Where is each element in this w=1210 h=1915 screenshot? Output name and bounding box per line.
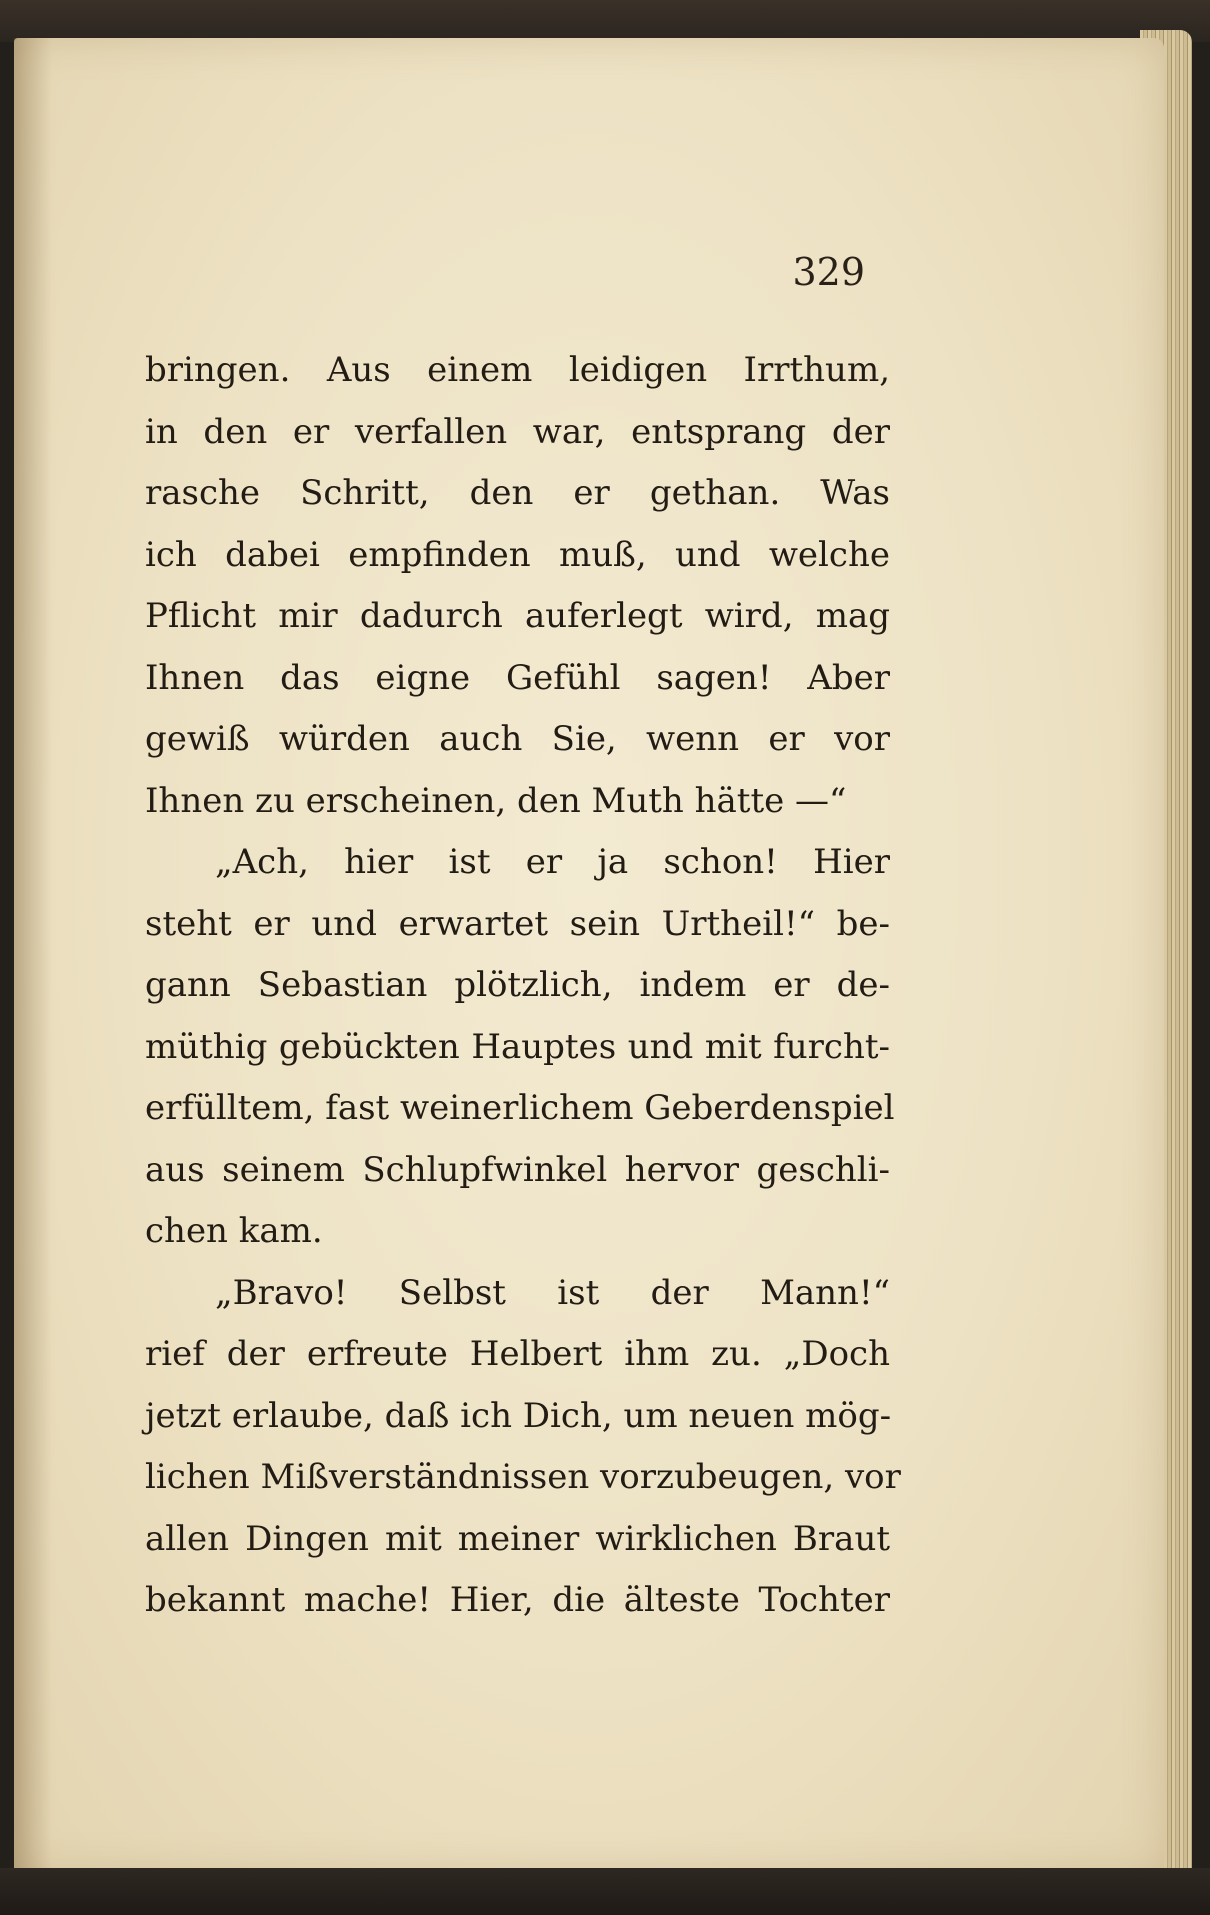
text-line: gewiß würden auch Sie, wenn er vor [145, 719, 890, 759]
page-number: 329 [792, 250, 865, 294]
text-line: allen Dingen mit meiner wirklichen Braut [145, 1518, 890, 1559]
text-line: jetzt erlaube, daß ich Dich, um neuen mög- [145, 1395, 892, 1436]
text-line: in den er verfallen war, entsprang der [145, 411, 890, 452]
text-line: rasche Schritt, den er gethan. Was [145, 473, 890, 513]
text-line: bringen. Aus einem leidigen Irrthum, [145, 350, 890, 390]
text-line: „Bravo! Selbst ist der Mann!“ [215, 1272, 890, 1313]
text-line: Ihnen das eigne Gefühl sagen! Aber [145, 657, 890, 698]
book-bottom-edge [0, 1868, 1210, 1915]
text-line: müthig gebückten Hauptes und mit furcht- [145, 1026, 890, 1067]
text-line: rief der erfreute Helbert ihm zu. „Doch [145, 1334, 890, 1374]
text-line: Pflicht mir dadurch auferlegt wird, mag [145, 596, 890, 636]
text-line: lichen Mißverständnissen vorzubeugen, vor [145, 1457, 901, 1497]
text-line: „Ach, hier ist er ja schon! Hier [215, 842, 890, 882]
text-line: gann Sebastian plötzlich, indem er de- [145, 965, 890, 1005]
text-line: erfülltem, fast weinerlichem Geberdenspiel [145, 1088, 895, 1128]
body-text [145, 340, 901, 1632]
text-line: aus seinem Schlupfwinkel hervor geschli- [145, 1149, 890, 1190]
text-line: chen kam. [145, 1211, 323, 1251]
text-line: Ihnen zu erscheinen, den Muth hätte —“ [145, 780, 847, 821]
book-top-edge [0, 0, 1210, 42]
text-line: steht er und erwartet sein Urtheil!“ be- [145, 903, 890, 944]
text-line: bekannt mache! Hier, die älteste Tochter [145, 1580, 890, 1620]
text-line: ich dabei empfinden muß, und welche [145, 534, 890, 575]
spine-shadow [14, 38, 52, 1873]
